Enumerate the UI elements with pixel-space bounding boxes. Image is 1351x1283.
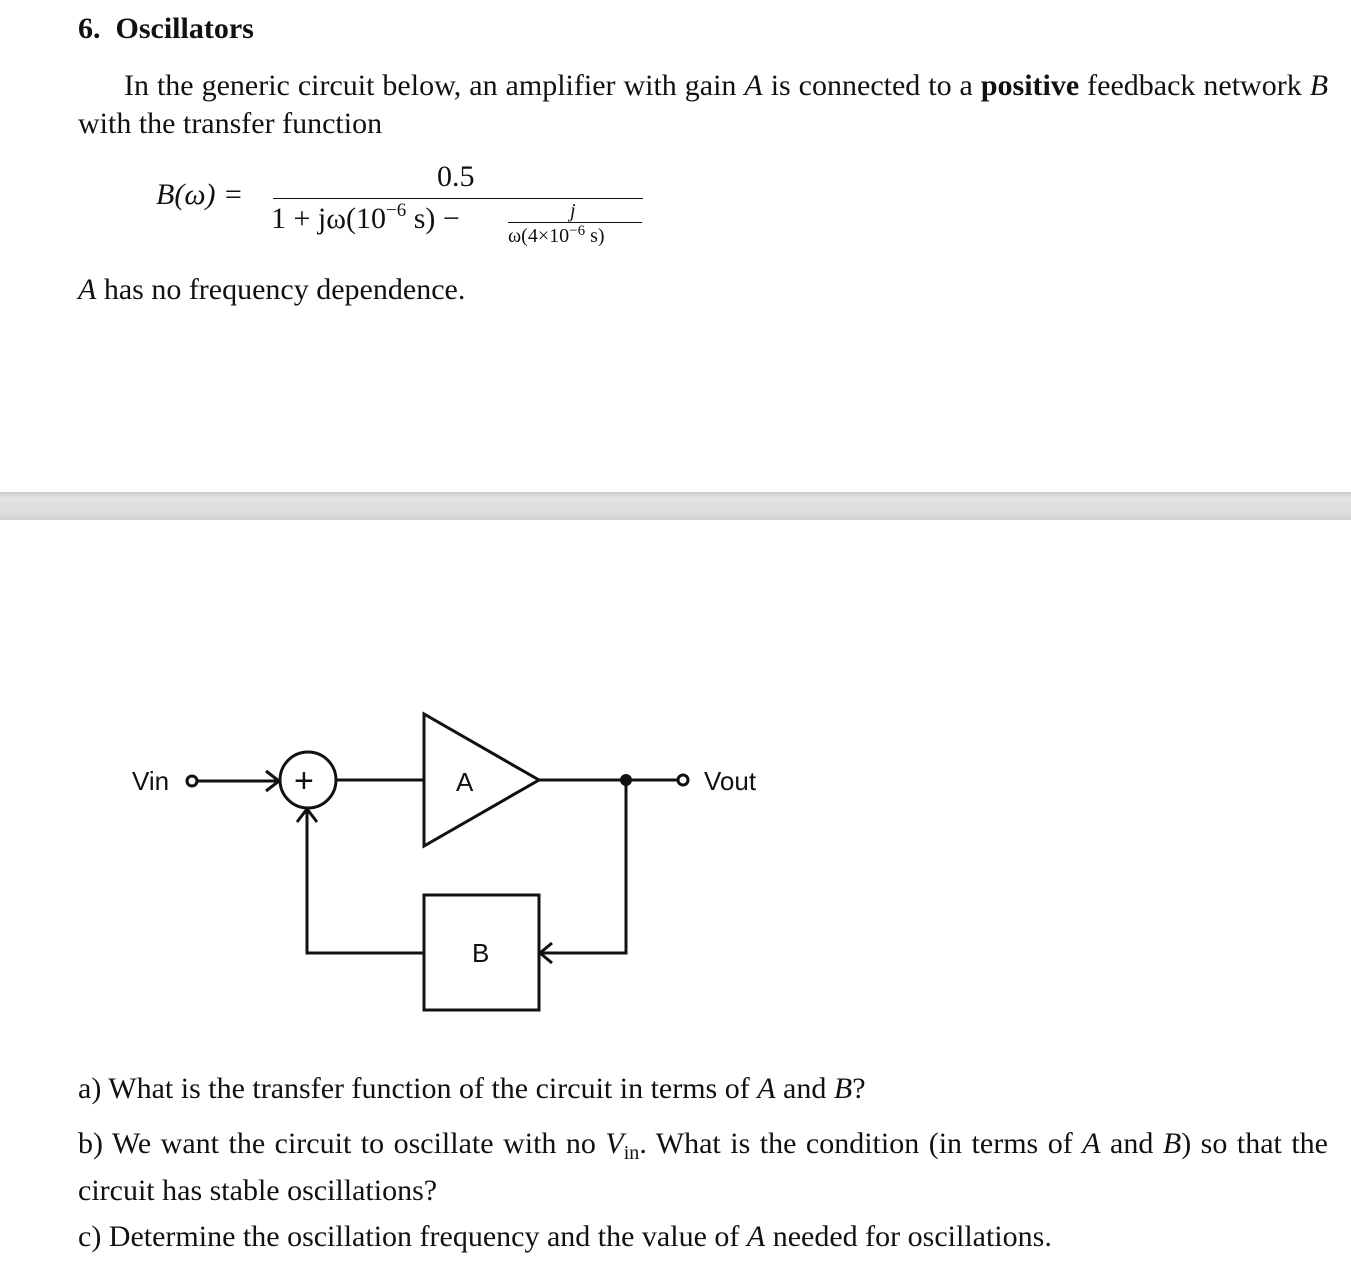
den-part-1: 1 + jω(10 xyxy=(271,202,386,235)
intro-text-4: with the transfer function xyxy=(78,107,383,140)
feedback-output-wire xyxy=(540,780,626,953)
equation-fraction-bar xyxy=(273,198,643,199)
question-c xyxy=(78,1218,1328,1256)
inner-den-part-2: s) xyxy=(585,225,605,247)
qc-text-2: needed for oscillations. xyxy=(765,1220,1052,1253)
vin-terminal xyxy=(187,776,197,786)
qb-var-a: A xyxy=(1082,1127,1101,1160)
inner-denominator xyxy=(508,223,605,248)
feedback-circuit-diagram xyxy=(0,520,1351,1040)
intro-text-1: In the generic circuit below, an amplifier with gain xyxy=(124,69,745,102)
inner-den-exponent: −6 xyxy=(569,223,586,239)
qb-text-4: ) so that the circuit has stable oscillations? xyxy=(78,1127,1328,1207)
amplifier-triangle xyxy=(424,714,539,846)
vin-label: Vin xyxy=(132,766,170,796)
qb-text-3: and xyxy=(1100,1127,1163,1160)
section-title xyxy=(78,12,254,46)
note-var-a: A xyxy=(78,273,97,306)
qa-var-b: B xyxy=(833,1072,853,1105)
qc-var-a: A xyxy=(746,1220,766,1253)
question-b xyxy=(78,1125,1328,1210)
qb-var-b: B xyxy=(1162,1127,1182,1160)
equation-numerator: 0.5 xyxy=(437,160,475,193)
inner-numerator: j xyxy=(570,200,576,222)
qb-text-1: b) We want the circuit to oscillate with no xyxy=(78,1127,606,1160)
summer-plus: + xyxy=(294,762,314,800)
page-separator xyxy=(0,492,1351,520)
intro-paragraph xyxy=(78,67,1328,143)
intro-text-3: feedback network xyxy=(1079,69,1310,102)
qa-var-a: A xyxy=(757,1072,776,1105)
frequency-note xyxy=(78,271,1328,309)
vout-label: Vout xyxy=(704,766,757,796)
intro-var-a: A xyxy=(744,69,763,102)
den-exponent: −6 xyxy=(386,200,407,221)
intro-bold-positive: positive xyxy=(980,69,1080,102)
qa-text-2: and xyxy=(775,1072,834,1105)
vout-terminal xyxy=(678,775,688,785)
intro-var-b: B xyxy=(1309,69,1329,102)
intro-text-2: is connected to a xyxy=(762,69,981,102)
section-title-text: Oscillators xyxy=(115,12,254,45)
qb-text-2: . What is the condition (in terms of xyxy=(639,1127,1083,1160)
den-part-2: s) − xyxy=(406,202,460,235)
equation-lhs: B(ω) = xyxy=(156,178,244,211)
question-a xyxy=(78,1070,1328,1108)
note-text: has no frequency dependence. xyxy=(96,273,466,306)
equation-inner-fraction xyxy=(508,200,644,250)
qc-text-1: c) Determine the oscillation frequency and the value of xyxy=(78,1220,747,1253)
transfer-function-equation xyxy=(156,160,656,250)
qb-vin-var: V xyxy=(605,1127,624,1160)
section-number: 6. xyxy=(78,12,101,45)
equation-denominator xyxy=(271,200,460,236)
page-top xyxy=(0,0,1351,492)
qa-text-3: ? xyxy=(852,1072,866,1105)
inner-den-part-1: ω(4×10 xyxy=(508,225,570,247)
feedback-return-wire xyxy=(307,810,424,953)
qb-vin-subscript: in xyxy=(623,1142,640,1164)
feedback-label: B xyxy=(472,938,490,968)
qa-text-1: a) What is the transfer function of the circuit in terms of xyxy=(78,1072,758,1105)
amplifier-label: A xyxy=(456,767,474,797)
